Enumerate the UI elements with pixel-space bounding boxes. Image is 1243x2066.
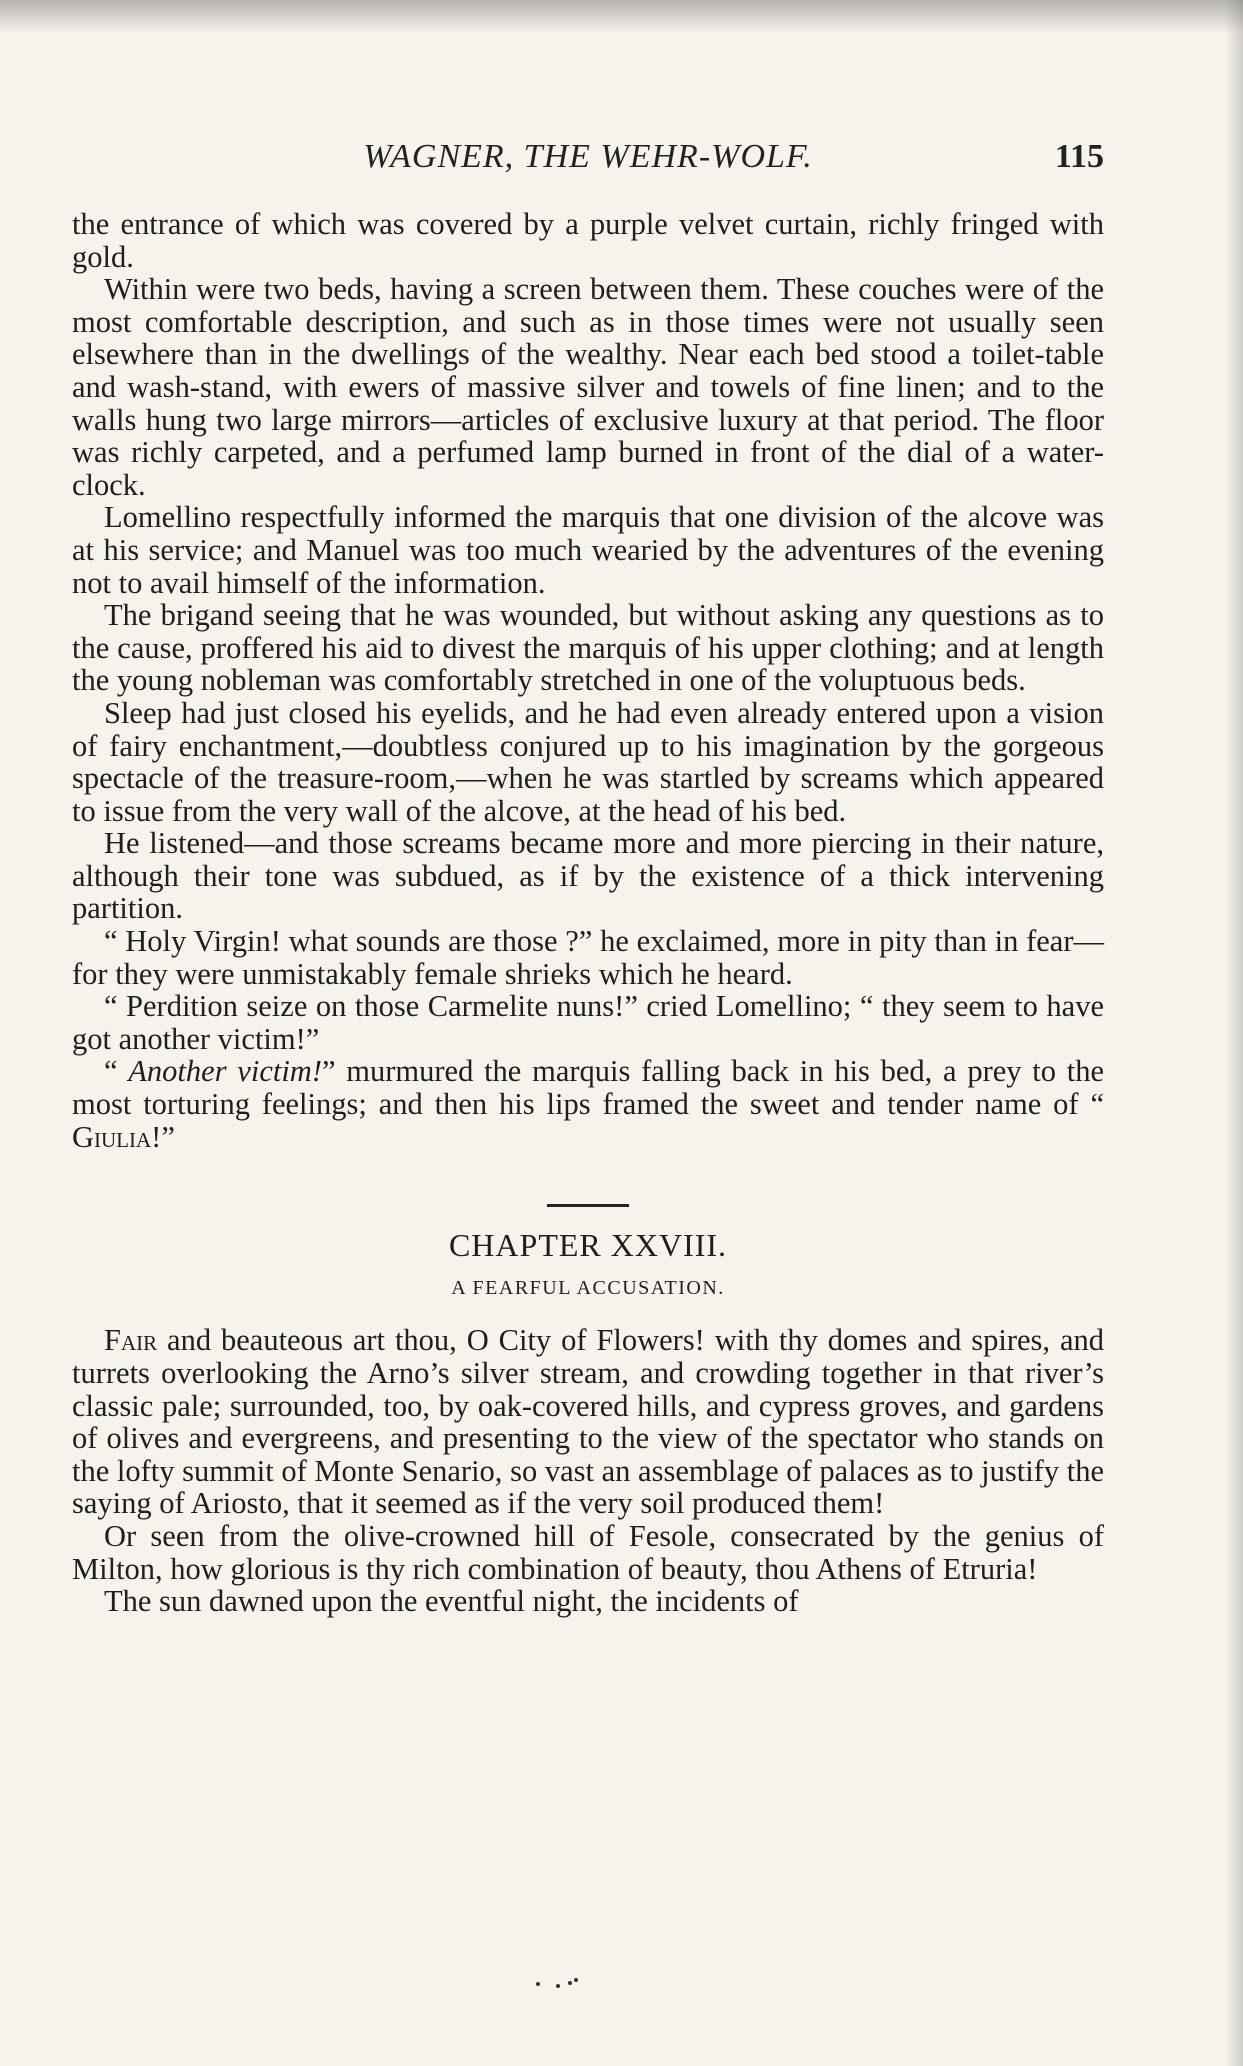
paragraph: “ Perdition seize on those Carmelite nuns!” cried Lomellino; “ they seem to have got another victim!” xyxy=(72,989,1104,1056)
quote-close: !” xyxy=(151,1119,175,1154)
quote-open: “ xyxy=(104,1054,129,1089)
print-marks xyxy=(530,1976,610,1990)
chapter-heading: CHAPTER XXVIII. xyxy=(448,1227,728,1264)
chapter-first-paragraph xyxy=(72,1324,1104,1520)
section-divider xyxy=(547,1204,629,1207)
paragraph-rest: and beauteous art thou, O City of Flowers! with thy domes and spires, and turrets overlooking the Arno’s silver stream, and crowding together in that river’s classic pale; surrounded, too, by oak-covered hills, and cypress groves, and gardens of olives and evergreens, and presenting to the view of the spectator who stands on the lofty summit of Monte Senario, so vast an assemblage of palaces as to justify the saying of Ariosto, that it seemed as if the very soil produced them! xyxy=(72,1323,1104,1521)
paragraph: The brigand seeing that he was wounded, but without asking any questions as to the cause, proffered his aid to divest the marquis of his upper clothing; and at length the young nobleman was comfortably stretched in one of the voluptuous beds. xyxy=(72,598,1104,698)
paragraph: “ Holy Virgin! what sounds are those ?” he exclaimed, more in pity than in fear—for they were unmistakably female shrieks which he heard. xyxy=(72,924,1104,991)
paragraph-last xyxy=(72,1055,1104,1153)
italic-phrase: Another victim! xyxy=(128,1054,322,1089)
quote-middle: ” murmured the marquis falling back in his bed, a prey to the most torturing feelings; and then his lips framed the sweet and tender name of “ xyxy=(72,1054,1104,1122)
scan-shadow-right xyxy=(1225,0,1243,2066)
paragraph: Sleep had just closed his eyelids, and he had even already entered upon a vision of fairy enchantment,—doubtless conjured up to his imagination by the gorgeous spectacle of the treasure-room,—when he was startled by screams which appeared to issue from the very wall of the alcove, at the head of his bed. xyxy=(72,695,1104,828)
paragraph: He listened—and those screams became more and more piercing in their nature, although their tone was subdued, as if by the existence of a thick intervening partition. xyxy=(72,826,1104,926)
chapter-subtitle: A FEARFUL ACCUSATION. xyxy=(451,1276,725,1299)
body-text xyxy=(72,208,1104,1618)
paragraph: the entrance of which was covered by a purple velvet curtain, richly fringed with gold. xyxy=(72,207,1104,274)
page-number: 115 xyxy=(1054,138,1104,175)
paragraph: The sun dawned upon the eventful night, the incidents of xyxy=(104,1584,799,1619)
running-title: WAGNER, THE WEHR-WOLF. xyxy=(363,138,813,175)
paragraph: Within were two beds, having a screen between them. These couches were of the most comfortable description, and such as in those times were not usually seen elsewhere than in the dwellings of the wealthy. Near each bed stood a toilet-table and wash-stand, with ewers of massive silver and towels of fine linen; and to the walls hung two large mirrors—articles of exclusive luxury at that period. The floor was richly carpeted, and a perfumed lamp burned in front of the dial of a water-clock. xyxy=(72,272,1104,502)
scan-shadow-top xyxy=(0,0,1243,34)
name-giulia: Giulia xyxy=(72,1119,152,1154)
paragraph: Lomellino respectfully informed the marquis that one division of the alcove was at his service; and Manuel was too much wearied by the adventures of the evening not to avail himself of the information. xyxy=(72,500,1104,600)
paragraph: Or seen from the olive-crowned hill of Fesole, consecrated by the genius of Milton, how glorious is thy rich combination of beauty, thou Athens of Etruria! xyxy=(72,1518,1104,1586)
running-header xyxy=(72,138,1104,188)
dropcap-word: Fair xyxy=(104,1323,158,1358)
